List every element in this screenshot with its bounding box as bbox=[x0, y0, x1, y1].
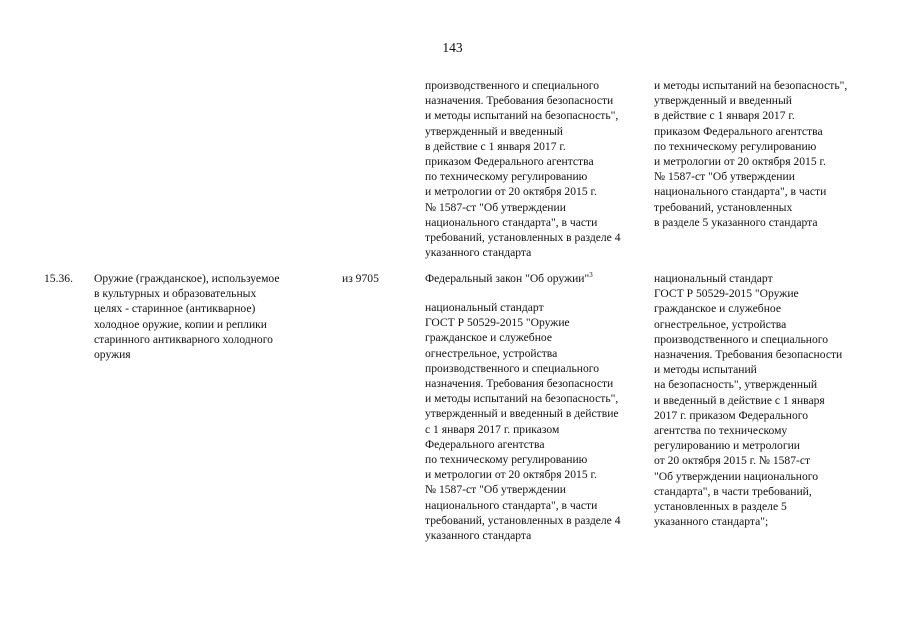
regulation-standard-text: национальный стандарт ГОСТ Р 50529-2015 "Оружие гражданское и служебное огнестрельное, устройства производственного и специального назначения. Требования безопасности и методы испытаний на безопасность", утвержденный и введенный в действие с 1 января 2017 г. приказом Федерального агентства по техническому регулированию и метрологии от 20 октября 2015 г. № 1587-ст "Об утверждении национального стандарта", в части требований, установленных в разделе 4 указанного стандарта bbox=[425, 301, 621, 543]
continued-standard-text: и методы испытаний на безопасность", утвержденный и введенный в действие с 1 января 2017 г. приказом Федерального агентства по техническому регулированию и метрологии от 20 октября 2015 г. № 1587-ст "Об утверждении национального стандарта", в части требований, установленных в разделе 5 указанного стандарта bbox=[654, 79, 848, 229]
continued-regulation-text: производственного и специального назначения. Требования безопасности и методы испытаний на безопасность", утвержденный и введенный в действие с 1 января 2017 г. приказом Федерального агентства по техническому регулированию и метрологии от 20 октября 2015 г. № 1587-ст "Об утверждении национального стандарта", в части требований, установленных в разделе 4 указанного стандарта bbox=[425, 79, 621, 260]
product-description: Оружие (гражданское), используемое в культурных и образовательных целях - старинное (антикварное) холодное оружие, копии и реплики старинного антикварного холодного оружия bbox=[94, 272, 280, 362]
customs-code: из 9705 bbox=[342, 272, 379, 285]
law-reference bbox=[425, 271, 593, 286]
footnote-marker: 3 bbox=[589, 271, 593, 279]
testing-standard-text: национальный стандарт ГОСТ Р 50529-2015 "Оружие гражданское и служебное огнестрельное, устройства производственного и специального назначения. Требования безопасности и методы испытаний на безопасность", утвержденный и введенный в действие с 1 января 2017 г. приказом Федерального агентства по техническому регулированию и метрологии от 20 октября 2015 г. № 1587-ст "Об утверждении национального стандарта", в части требований, установленных в разделе 5 указанного стандарта"; bbox=[654, 272, 843, 529]
row-number: 15.36. bbox=[44, 272, 73, 285]
page-number: 143 bbox=[442, 40, 463, 55]
law-text: Федеральный закон "Об оружии" bbox=[425, 272, 590, 285]
